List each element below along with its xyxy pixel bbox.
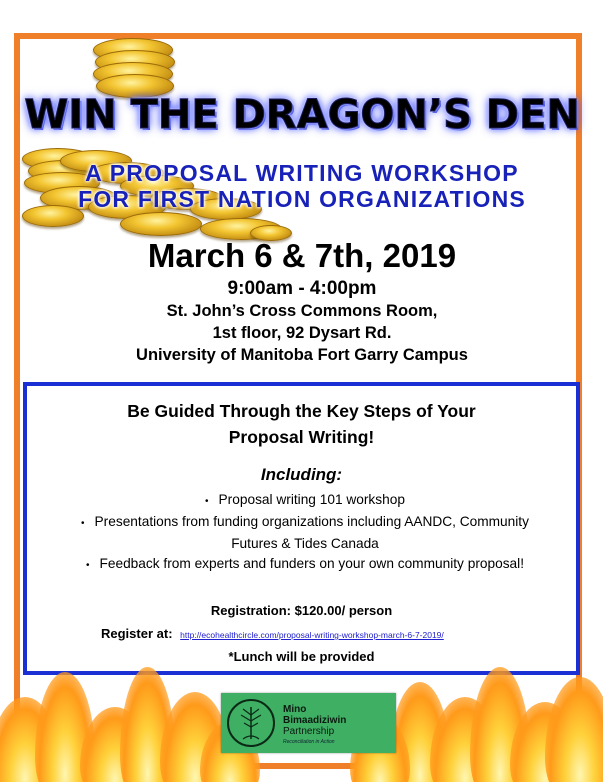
subtitle-line-1: A PROPOSAL WRITING WORKSHOP	[85, 160, 519, 186]
register-label: Register at:	[101, 626, 173, 641]
register-line	[101, 626, 444, 641]
bullet-icon: •	[205, 496, 209, 507]
logo-text-2: Bimaadiziwin	[283, 715, 347, 726]
event-date: March 6 & 7th, 2019	[147, 237, 457, 274]
bullet-icon: •	[81, 518, 85, 529]
box-heading-line-2: Proposal Writing!	[228, 427, 375, 447]
logo-text-1: Mino	[283, 704, 307, 715]
bullet-text: Feedback from experts and funders on your own community proposal!	[99, 556, 525, 571]
details-box	[23, 382, 580, 675]
list-item	[35, 554, 575, 576]
list-item	[35, 490, 575, 512]
event-time: 9:00am - 4:00pm	[227, 278, 377, 299]
turtle-tree-icon	[227, 699, 275, 747]
registration-fee: Registration: $120.00/ person	[210, 603, 393, 618]
subtitle-line-2: FOR FIRST NATION ORGANIZATIONS	[78, 186, 526, 212]
bullet-text: Futures & Tides Canada	[231, 536, 379, 551]
lunch-note: *Lunch will be provided	[228, 649, 375, 664]
venue-line-2: 1st floor, 92 Dysart Rd.	[212, 324, 392, 342]
list-item	[35, 512, 575, 534]
venue-line-3: University of Manitoba Fort Garry Campus	[136, 346, 468, 364]
list-item-continued	[35, 534, 575, 554]
venue-line-1: St. John’s Cross Commons Room,	[166, 302, 438, 320]
register-link[interactable]: http://ecohealthcircle.com/proposal-writing-workshop-march-6-7-2019/	[180, 630, 444, 640]
bullet-text: Presentations from funding organizations including AANDC, Community	[94, 514, 529, 529]
including-label: Including:	[260, 465, 343, 484]
event-title: WIN THE DRAGON’S DEN	[24, 92, 580, 138]
logo-tagline: Reconciliation in Action	[283, 739, 335, 745]
logo-text-3: Partnership	[283, 726, 335, 737]
bullet-icon: •	[85, 560, 90, 571]
mino-bimaadiziwin-logo	[221, 693, 396, 753]
bullet-text: Proposal writing 101 workshop	[218, 492, 405, 507]
workshop-bullets	[35, 490, 575, 576]
box-heading-line-1: Be Guided Through the Key Steps of Your	[127, 401, 476, 421]
